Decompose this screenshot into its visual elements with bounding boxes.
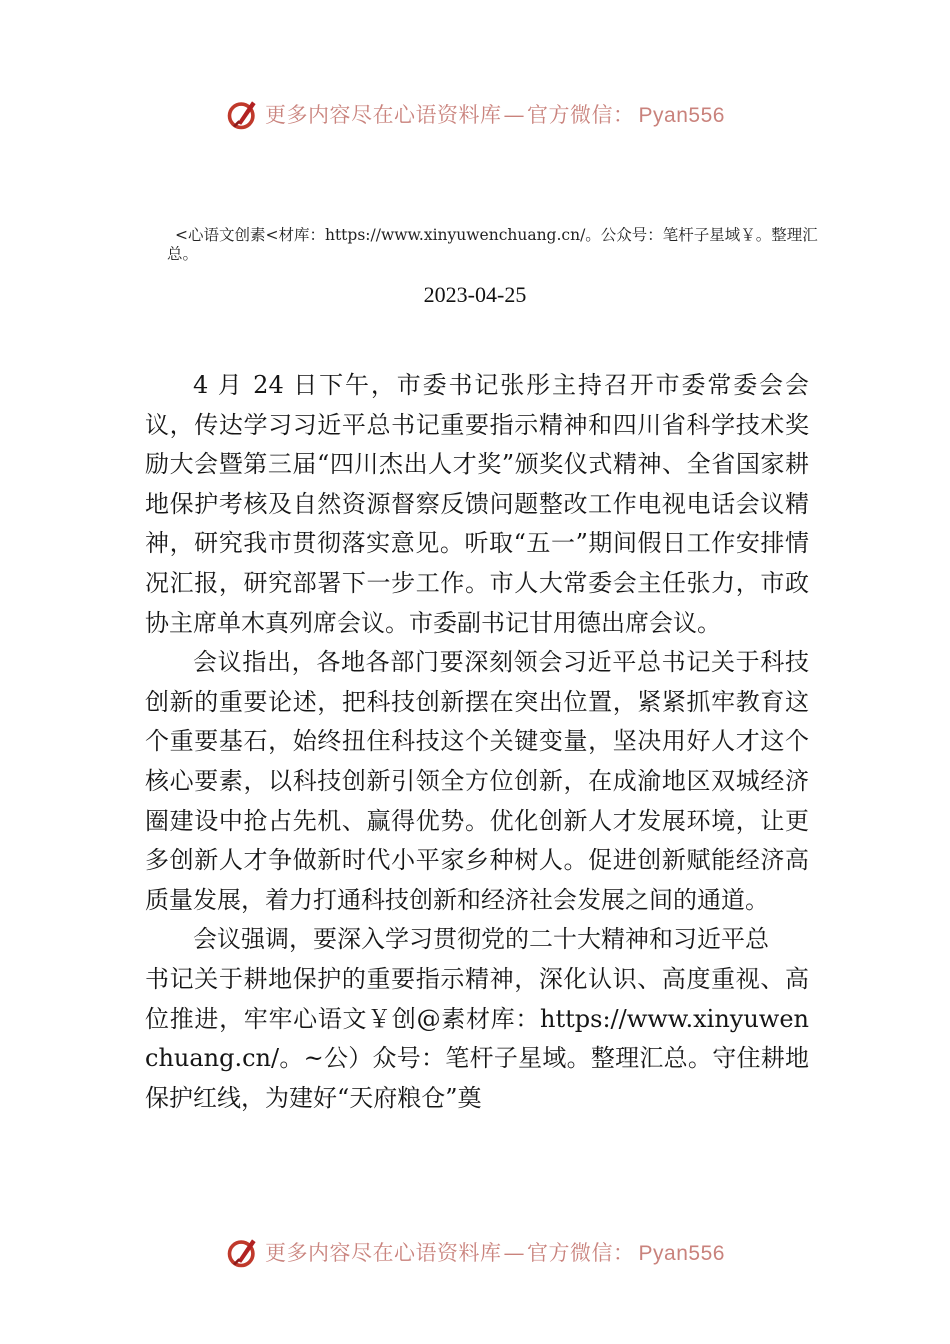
paragraph-2: 会议指出，各地各部门要深刻领会习近平总书记关于科技创新的重要论述，把科技创新摆在突出位置，紧紧抓牢教育这个重要基石，始终扭住科技这个关键变量，坚决用好人才这个核心要素，以科技创新引领全方位创新，在成渝地区双城经济圈建设中抢占先机、赢得优势。优化创新人才发展环境，让更多创新人才争做新时代小平家乡种树人。促进创新赋能经济高质量发展，着力打通科技创新和经济社会发展之间的通道。 — [145, 648, 809, 914]
banner-dash: — — [503, 103, 526, 127]
banner-wechat-id: Pyan556 — [638, 104, 725, 127]
article-date: 2023-04-25 — [423, 282, 527, 307]
banner-main-text: 更多内容尽在心语资料库 — [265, 1241, 502, 1265]
banner-text — [265, 99, 725, 129]
paragraph-3-continued: 书记关于耕地保护的重要指示精神，深化认识、高度重视、高位推进，牢牢心语文￥创@素材库：https://www.xinyuwenchuang.cn/。~公）众号：笔杆子星域。整理汇总。守住耕地保护红线，为建好“天府粮仓”奠 — [145, 964, 809, 1112]
brush-logo-icon — [225, 96, 261, 132]
banner-main-text: 更多内容尽在心语资料库 — [265, 103, 502, 127]
article-body — [145, 366, 809, 1118]
banner-wechat-id: Pyan556 — [638, 1242, 725, 1265]
banner-text — [265, 1237, 725, 1267]
banner-dash: — — [503, 1241, 526, 1265]
footer-banner — [0, 1232, 950, 1272]
brush-logo-icon — [225, 1234, 261, 1270]
paragraph-1: 4 月 24 日下午，市委书记张彤主持召开市委常委会会议，传达学习习近平总书记重要指示精神和四川省科学技术奖励大会暨第三届“四川杰出人才奖”颁奖仪式精神、全省国家耕地保护考核及自然资源督察反馈问题整改工作电视电话会议精神，研究我市贯彻落实意见。听取“五一”期间假日工作安排情况汇报，研究部署下一步工作。市人大常委会主任张力，市政协主席单木真列席会议。市委副书记甘用德出席会议。 — [145, 371, 809, 637]
banner-wechat-label: 官方微信： — [527, 1241, 635, 1265]
source-note: <心语文创素<材库：https://www.xinyuwenchuang.cn/。公众号：笔杆子星域￥。整理汇总。 — [167, 226, 818, 263]
banner-wechat-label: 官方微信： — [527, 103, 635, 127]
paragraph-3-first-line: 会议强调，要深入学习贯彻党的二十大精神和习近平总 — [193, 925, 769, 954]
header-banner — [0, 94, 950, 134]
